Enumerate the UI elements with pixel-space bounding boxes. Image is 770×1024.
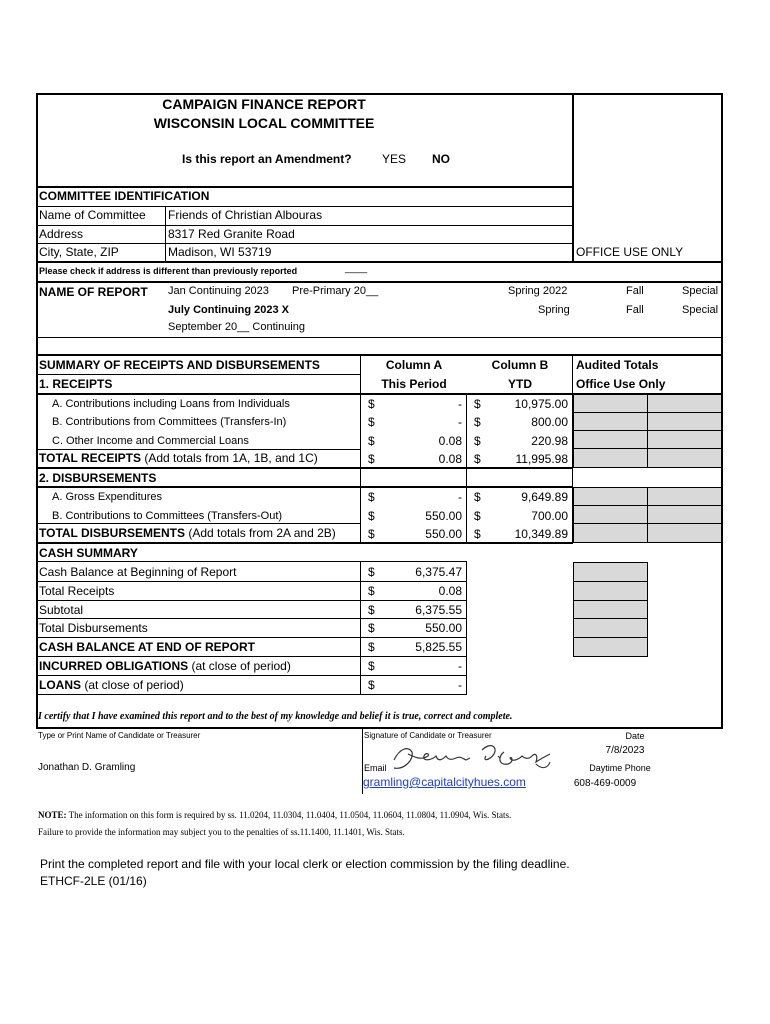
cash-row-label: Total Receipts [39, 584, 115, 598]
cash-row-amount[interactable]: 0.08 [438, 584, 462, 598]
email-label: Email [364, 763, 387, 773]
currency-sign: $ [368, 434, 375, 448]
phone-field[interactable]: 608-469-0009 [573, 778, 637, 789]
signature-image [386, 738, 556, 776]
report-option-fall[interactable]: Fall [626, 285, 644, 297]
report-option-special[interactable]: Special [682, 285, 719, 297]
total-receipts-label [39, 452, 318, 464]
cash-row-label [39, 679, 184, 691]
column-a-header: Column A [385, 358, 443, 372]
loans-bold: LOANS [39, 678, 81, 692]
currency-sign: $ [474, 452, 481, 466]
office-use-only-header: Office Use Only [576, 377, 666, 391]
report-option-spring[interactable]: Spring [538, 304, 570, 316]
amendment-no[interactable]: NO [432, 152, 450, 166]
committee-name-label: Name of Committee [39, 208, 146, 222]
note-label: NOTE: [38, 810, 67, 820]
city-label: City, State, ZIP [39, 245, 119, 259]
cash-row-label [39, 660, 291, 672]
address-label: Address [39, 227, 84, 241]
note-text: The information on this form is required by ss. 11.0204, 11.0304, 11.0404, 11.0504, 11.0604, 11.0804, 11.0904, Wis. Stats. [68, 810, 512, 820]
currency-sign: $ [474, 527, 481, 541]
currency-sign: $ [474, 434, 481, 448]
disbursement-amount-a[interactable]: 550.00 [425, 509, 462, 523]
address-change-blank[interactable]: ____ [345, 263, 368, 274]
cash-row-amount[interactable]: 550.00 [425, 621, 462, 635]
receipt-label: A. Contributions including Loans from Individuals [52, 398, 290, 410]
total-disbursements-label [39, 527, 336, 539]
incurred-obligations-note: (at close of period) [188, 659, 291, 673]
cash-row-amount[interactable]: 6,375.47 [415, 565, 462, 579]
currency-sign: $ [474, 415, 481, 429]
penalty-note: Failure to provide the information may subject you to the penalties of ss.11.1400, 11.1401, Wis. Stats. [38, 827, 405, 837]
column-b-subheader: YTD [508, 377, 532, 391]
total-disbursements-a[interactable]: 550.00 [425, 527, 462, 541]
disbursement-label: A. Gross Expenditures [52, 491, 163, 503]
currency-sign: $ [368, 565, 375, 579]
disbursement-amount-b[interactable]: 700.00 [531, 509, 568, 523]
currency-sign: $ [368, 490, 375, 504]
certification-statement: I certify that I have examined this report and to the best of my knowledge and belief it is true, correct and complete. [38, 711, 513, 722]
cash-summary-title: CASH SUMMARY [39, 546, 138, 560]
receipt-amount-a[interactable]: - [458, 415, 462, 429]
disbursement-label: B. Contributions to Committees (Transfers-Out) [52, 510, 283, 522]
office-use-label: OFFICE USE ONLY [576, 245, 684, 259]
disbursement-amount-b[interactable]: 9,649.89 [521, 490, 568, 504]
currency-sign: $ [368, 452, 375, 466]
date-field[interactable]: 7/8/2023 [605, 745, 645, 756]
currency-sign: $ [368, 415, 375, 429]
cash-row-amount[interactable]: - [458, 678, 462, 692]
total-receipts-note: (Add totals from 1A, 1B, and 1C) [141, 451, 318, 465]
cash-row-label: Subtotal [39, 603, 84, 617]
amendment-yes[interactable]: YES [382, 152, 407, 166]
name-print-field[interactable]: Jonathan D. Gramling [38, 762, 136, 773]
receipt-amount-b[interactable]: 800.00 [531, 415, 568, 429]
column-a-subheader: This Period [381, 377, 447, 391]
summary-title: SUMMARY OF RECEIPTS AND DISBURSEMENTS [39, 358, 320, 372]
receipt-amount-b[interactable]: 220.98 [531, 434, 568, 448]
report-option-preprimary[interactable]: Pre-Primary 20__ [292, 285, 379, 297]
form-id: ETHCF-2LE (01/16) [40, 874, 147, 888]
report-title: CAMPAIGN FINANCE REPORT [162, 96, 366, 112]
currency-sign: $ [368, 603, 375, 617]
receipt-label: C. Other Income and Commercial Loans [52, 435, 249, 447]
total-receipts-b[interactable]: 11,995.98 [515, 452, 568, 466]
receipt-label: B. Contributions from Committees (Transfers-In) [52, 416, 287, 428]
total-receipts-a[interactable]: 0.08 [438, 452, 462, 466]
cash-row-label: Total Disbursements [39, 621, 148, 635]
email-field[interactable]: gramling@capitalcityhues.com [363, 775, 526, 789]
disbursements-title: 2. DISBURSEMENTS [39, 471, 157, 485]
currency-sign: $ [368, 678, 375, 692]
currency-sign: $ [368, 509, 375, 523]
currency-sign: $ [368, 584, 375, 598]
report-option-jan[interactable]: Jan Continuing 2023 [168, 285, 269, 297]
report-option-july[interactable]: July Continuing 2023 X [168, 304, 290, 316]
cash-row-amount[interactable]: 5,825.55 [415, 640, 462, 654]
currency-sign: $ [368, 659, 375, 673]
print-instruction: Print the completed report and file with your local clerk or election commission by the filing deadline. [40, 857, 570, 871]
currency-sign: $ [474, 509, 481, 523]
committee-section-title: COMMITTEE IDENTIFICATION [39, 189, 210, 203]
receipt-amount-a[interactable]: 0.08 [438, 434, 462, 448]
cash-row-amount[interactable]: - [458, 659, 462, 673]
disbursement-amount-a[interactable]: - [458, 490, 462, 504]
name-print-label: Type or Print Name of Candidate or Treasurer [38, 731, 201, 740]
phone-label: Daytime Phone [589, 763, 651, 773]
date-label: Date [625, 731, 645, 741]
receipt-amount-a[interactable]: - [458, 397, 462, 411]
total-disbursements-note: (Add totals from 2A and 2B) [185, 526, 336, 540]
total-disbursements-bold: TOTAL DISBURSEMENTS [39, 526, 186, 540]
report-subtitle: WISCONSIN LOCAL COMMITTEE [153, 115, 375, 131]
receipts-title: 1. RECEIPTS [39, 377, 113, 391]
total-disbursements-b[interactable]: 10,349.89 [514, 527, 568, 541]
currency-sign: $ [474, 397, 481, 411]
report-option-spring2022[interactable]: Spring 2022 [508, 285, 568, 297]
cash-row-amount[interactable]: 6,375.55 [415, 603, 462, 617]
note-statutes [38, 811, 511, 820]
address-change-note: Please check if address is different than previously reported [39, 266, 298, 276]
currency-sign: $ [368, 527, 375, 541]
city-field[interactable]: Madison, WI 53719 [168, 245, 272, 259]
report-option-fall-2[interactable]: Fall [626, 304, 644, 316]
report-option-september[interactable]: September 20__ Continuing [168, 321, 305, 333]
loans-note: (at close of period) [81, 678, 184, 692]
incurred-obligations-bold: INCURRED OBLIGATIONS [39, 659, 189, 673]
currency-sign: $ [474, 490, 481, 504]
address-field[interactable]: 8317 Red Granite Road [168, 227, 295, 241]
cash-row-label: CASH BALANCE AT END OF REPORT [39, 640, 255, 654]
report-option-special-2[interactable]: Special [682, 304, 719, 316]
report-name-label: NAME OF REPORT [39, 285, 148, 299]
receipt-amount-b[interactable]: 10,975.00 [514, 397, 568, 411]
signature-label: Signature of Candidate or Treasurer [364, 731, 492, 740]
committee-name-field[interactable]: Friends of Christian Albouras [168, 208, 323, 222]
audited-totals-header: Audited Totals [576, 358, 659, 372]
currency-sign: $ [368, 621, 375, 635]
cash-row-label: Cash Balance at Beginning of Report [39, 565, 237, 579]
currency-sign: $ [368, 397, 375, 411]
total-receipts-bold: TOTAL RECEIPTS [39, 451, 142, 465]
column-b-header: Column B [491, 358, 549, 372]
amendment-question: Is this report an Amendment? [182, 152, 352, 166]
currency-sign: $ [368, 640, 375, 654]
